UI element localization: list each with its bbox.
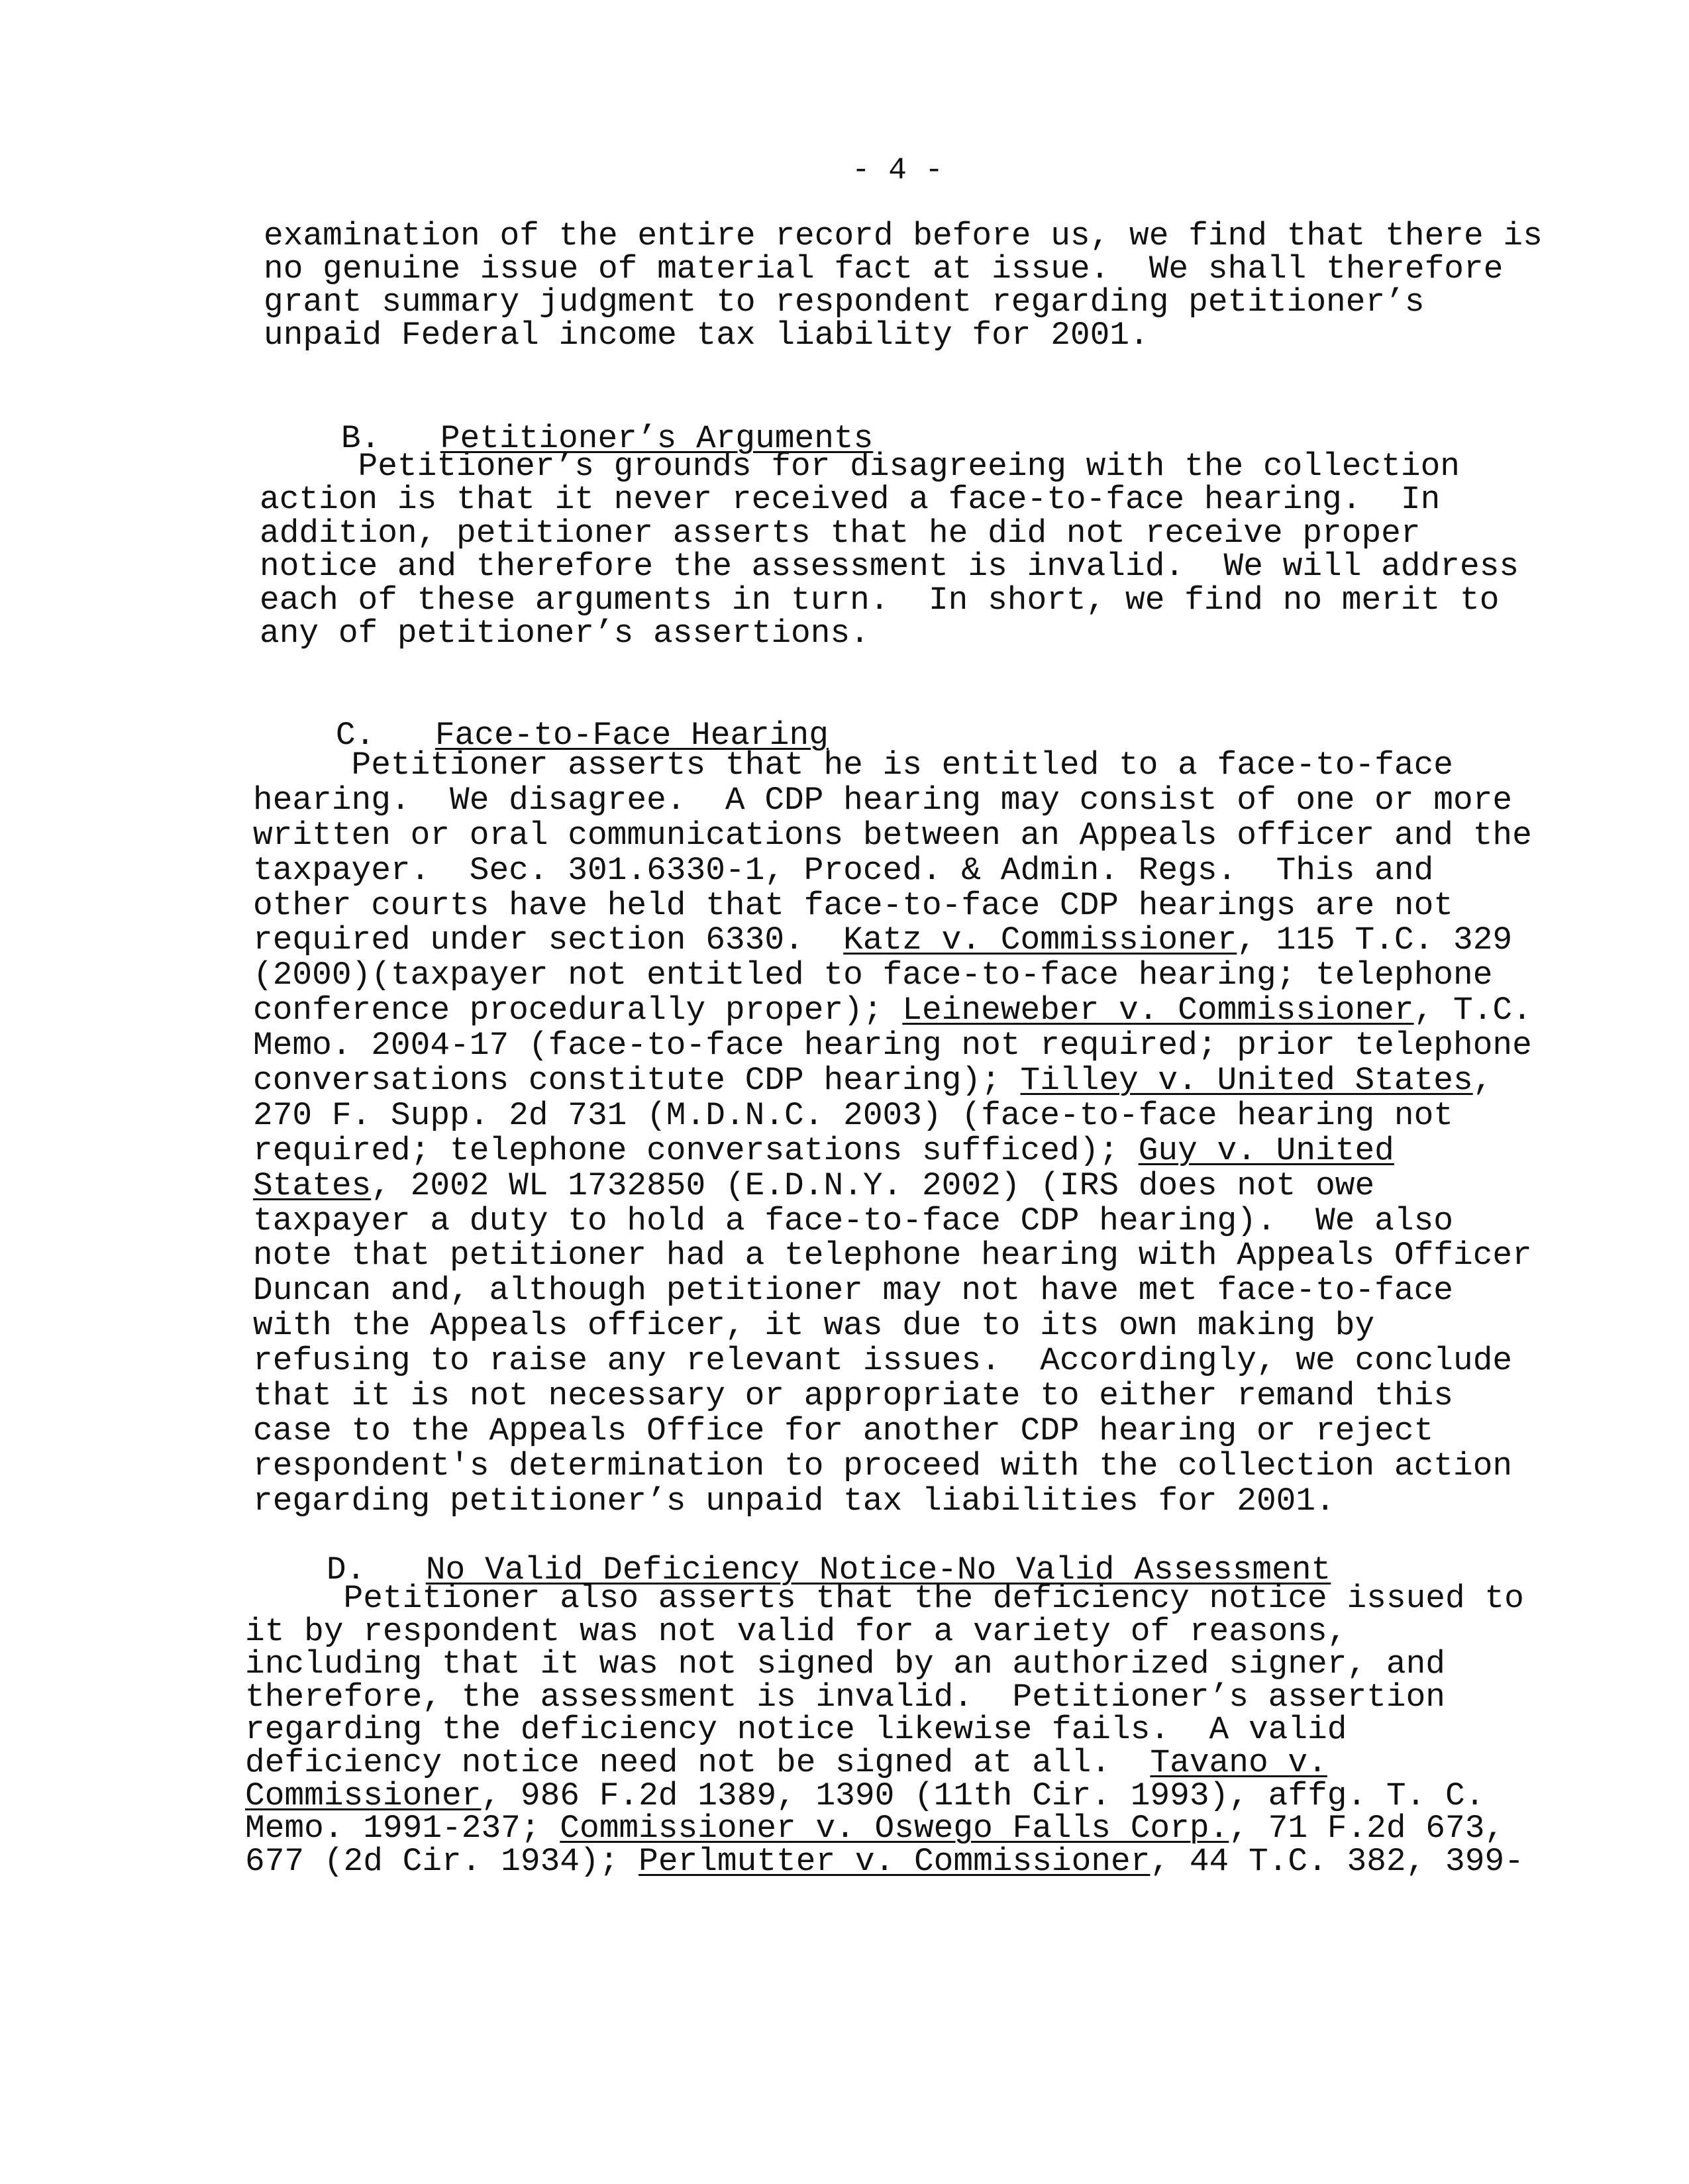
text-segment: note that petitioner had a telephone hearing with Appeals Officer: [253, 1237, 1532, 1274]
case-citation: Tavano v.: [1150, 1743, 1327, 1781]
text-line: [245, 1612, 1524, 1650]
case-citation: Guy v. United: [1138, 1131, 1394, 1169]
text-segment: therefore, the assessment is invalid. Petitioner’s assertion: [245, 1678, 1445, 1716]
case-citation: Leineweber v. Commissioner: [902, 992, 1414, 1029]
case-citation: Commissioner: [245, 1777, 482, 1814]
text-segment: action is that it never received a face-to-face hearing. In: [260, 481, 1441, 519]
text-segment: addition, petitioner asserts that he did not receive proper: [260, 514, 1421, 552]
text-line: [253, 1133, 1532, 1169]
text-segment: , 115 T.C. 329: [1237, 921, 1513, 959]
text-segment: Petitioner’s grounds for disagreeing with the collection: [260, 448, 1460, 485]
text-line: [260, 548, 1519, 586]
text-line: [253, 1028, 1532, 1063]
text-segment: required under section 6330.: [253, 921, 844, 959]
text-segment: any of petitioner’s assertions.: [260, 614, 870, 652]
text-segment: each of these arguments in turn. In short, we find no merit to: [260, 581, 1500, 619]
text-line: [253, 1238, 1532, 1273]
text-segment: case to the Appeals Office for another CDP hearing or reject: [253, 1412, 1434, 1449]
text-line: [253, 1484, 1532, 1519]
section-title: Petitioner’s Arguments: [440, 420, 874, 457]
text-segment: grant summary judgment to respondent regarding petitioner’s: [264, 284, 1425, 321]
text-segment: Petitioner asserts that he is entitled to a face-to-face: [253, 747, 1453, 784]
text-segment: hearing. We disagree. A CDP hearing may consist of one or more: [253, 781, 1513, 819]
text-segment: including that it was not signed by an authorized signer, and: [245, 1645, 1445, 1683]
section-label: C.: [335, 717, 376, 754]
paragraph-deficiency-notice: [245, 1580, 1524, 1880]
text-segment: that it is not necessary or appropriate to either remand this: [253, 1377, 1453, 1415]
text-segment: Memo. 2004-17 (face-to-face hearing not required; prior telephone: [253, 1027, 1532, 1065]
paragraph-petitioner-arguments: [260, 450, 1519, 650]
text-line: [264, 252, 1543, 286]
section-label: D.: [326, 1551, 366, 1588]
text-segment: notice and therefore the assessment is invalid. We will address: [260, 548, 1519, 586]
text-line: [253, 923, 1532, 958]
text-line: [253, 783, 1532, 818]
text-segment: , 2002 WL 1732850 (E.D.N.Y. 2002) (IRS does not owe: [371, 1167, 1375, 1204]
case-citation: States: [253, 1167, 372, 1204]
text-line: [253, 1343, 1532, 1378]
text-segment: other courts have held that face-to-face CDP hearings are not: [253, 886, 1453, 924]
text-line: [260, 514, 1519, 552]
text-line: [253, 1308, 1532, 1343]
text-segment: respondent's determination to proceed with the collection action: [253, 1447, 1513, 1484]
text-line: [253, 1204, 1532, 1239]
text-line: [245, 1645, 1524, 1683]
text-segment: unpaid Federal income tax liability for 2001.: [264, 317, 1149, 354]
text-segment: deficiency notice need not be signed at all.: [245, 1743, 1151, 1781]
case-citation: Katz v. Commissioner: [843, 921, 1237, 959]
case-citation: Commissioner v. Oswego Falls Corp.: [560, 1810, 1229, 1847]
text-line: [253, 1414, 1532, 1449]
text-line: [245, 1743, 1524, 1781]
text-line: [253, 993, 1532, 1028]
text-segment: , 71 F.2d 673,: [1229, 1810, 1505, 1847]
text-line: [253, 1378, 1532, 1414]
section-label: B.: [340, 420, 381, 457]
text-line: [260, 481, 1519, 519]
text-segment: conference procedurally proper);: [253, 992, 903, 1029]
text-line: [264, 319, 1543, 352]
text-line: [264, 219, 1543, 252]
text-segment: , T.C.: [1413, 992, 1532, 1029]
text-segment: Petitioner also asserts that the deficiency notice issued to: [245, 1580, 1524, 1617]
text-segment: regarding the deficiency notice likewise fails. A valid: [245, 1711, 1347, 1749]
text-line: [245, 1812, 1524, 1846]
text-segment: , 44 T.C. 382, 399-: [1150, 1842, 1524, 1880]
text-segment: taxpayer a duty to hold a face-to-face CDP hearing). We also: [253, 1202, 1453, 1239]
text-segment: written or oral communications between an Appeals officer and the: [253, 816, 1532, 854]
text-line: [260, 614, 1519, 652]
page-number: - 4 -: [851, 153, 944, 187]
text-line: [253, 748, 1532, 783]
text-segment: it by respondent was not valid for a variety of reasons,: [245, 1612, 1347, 1650]
text-segment: no genuine issue of material fact at issue. We shall therefore: [264, 250, 1504, 287]
text-line: [253, 1098, 1532, 1133]
text-line: [253, 888, 1532, 923]
text-line: [245, 1711, 1524, 1749]
paragraph-face-to-face-hearing: [253, 748, 1532, 1519]
text-segment: ,: [1472, 1062, 1493, 1100]
text-segment: refusing to raise any relevant issues. Accordingly, we conclude: [253, 1342, 1513, 1380]
text-line: [253, 818, 1532, 853]
text-line: [245, 1678, 1524, 1716]
case-citation: Perlmutter v. Commissioner: [639, 1842, 1151, 1880]
section-title: No Valid Deficiency Notice-No Valid Assessment: [425, 1551, 1331, 1588]
text-segment: taxpayer. Sec. 301.6330-1, Proced. & Admin. Regs. This and: [253, 851, 1434, 889]
section-title: Face-to-Face Hearing: [435, 717, 829, 754]
text-segment: 677 (2d Cir. 1934);: [245, 1842, 639, 1880]
text-line: [253, 853, 1532, 888]
text-segment: Duncan and, although petitioner may not have met face-to-face: [253, 1272, 1453, 1310]
text-segment: 270 F. Supp. 2d 731 (M.D.N.C. 2003) (face-to-face hearing not: [253, 1096, 1453, 1134]
text-line: [245, 1580, 1524, 1617]
text-segment: conversations constitute CDP hearing);: [253, 1062, 1021, 1100]
text-segment: , 986 F.2d 1389, 1390 (11th Cir. 1993), affg. T. C.: [481, 1777, 1485, 1814]
text-segment: required; telephone conversations sufficed);: [253, 1131, 1139, 1169]
text-line: [264, 286, 1543, 319]
text-line: [253, 1449, 1532, 1484]
text-line: [245, 1777, 1524, 1814]
text-line: [253, 1063, 1532, 1098]
text-segment: regarding petitioner’s unpaid tax liabilities for 2001.: [253, 1482, 1335, 1520]
text-line: [253, 958, 1532, 993]
text-segment: with the Appeals officer, it was due to its own making by: [253, 1307, 1375, 1345]
text-line: [253, 1273, 1532, 1308]
text-segment: Memo. 1991-237;: [245, 1810, 560, 1847]
text-line: [245, 1842, 1524, 1880]
text-line: [253, 1169, 1532, 1204]
text-segment: (2000)(taxpayer not entitled to face-to-face hearing; telephone: [253, 957, 1493, 994]
text-line: [260, 581, 1519, 619]
text-segment: examination of the entire record before us, we find that there is: [264, 217, 1543, 254]
paragraph-summary-judgment: [264, 219, 1543, 352]
text-line: [260, 450, 1519, 483]
case-citation: Tilley v. United States: [1020, 1062, 1473, 1100]
